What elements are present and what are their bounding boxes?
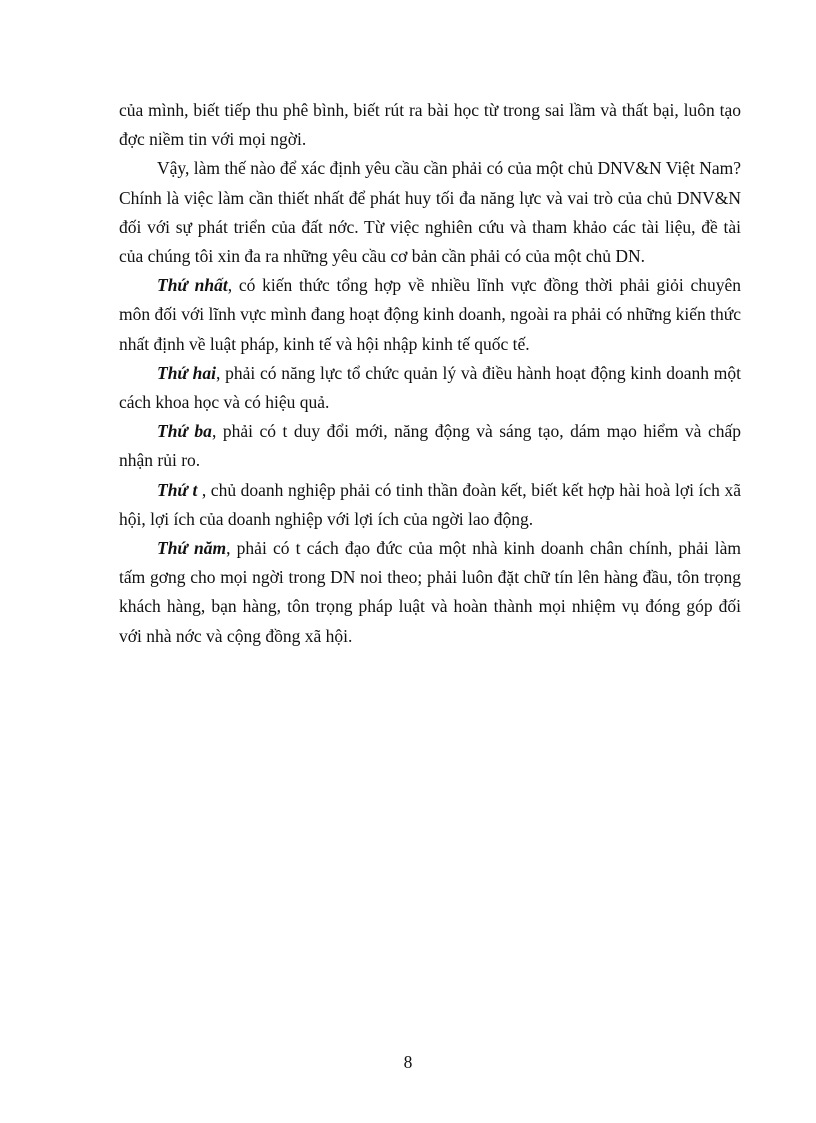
paragraph-lead: Thứ t [157, 479, 202, 500]
paragraph-text: , phải có t duy đổi mới, năng động và sáng tạo, dám mạo hiểm và chấp nhận rủi ro. [119, 421, 741, 471]
body-text [119, 96, 741, 651]
paragraph-lead: Thứ ba [157, 421, 212, 442]
paragraph-requirement-5 [119, 534, 741, 651]
paragraph-lead: Thứ nhất [157, 275, 228, 296]
paragraph-requirement-2 [119, 359, 741, 417]
paragraph-continuation [119, 96, 741, 154]
paragraph-lead: Thứ hai [157, 362, 216, 383]
paragraph-requirement-4 [119, 476, 741, 534]
page-number: 8 [403, 1052, 413, 1072]
paragraph-text: , chủ doanh nghiệp phải có tinh thần đoàn kết, biết kết hợp hài hoà lợi ích xã hội, lợi ích của doanh nghiệp với lợi ích của ngời lao động. [119, 479, 741, 529]
paragraph-requirement-3 [119, 417, 741, 475]
paragraph-requirement-1 [119, 271, 741, 359]
paragraph-lead: Thứ năm [157, 538, 227, 559]
paragraph-text: , có kiến thức tổng hợp về nhiều lĩnh vực đồng thời phải giỏi chuyên môn đối với lĩnh vực mình đang hoạt động kinh doanh, ngoài ra phải có những kiến thức nhất định về luật pháp, kinh tế và hội nhập kinh tế quốc tế. [119, 275, 741, 354]
paragraph-text: Vậy, làm thế nào để xác định yêu cầu cần phải có của một chủ DNV&N Việt Nam? Chính là việc làm cần thiết nhất để phát huy tối đa năng lực và vai trò của chủ DNV&N đối với sự phát triển của đất nớc. Từ việc nghiên cứu và tham khảo các tài liệu, đề tài của chúng tôi xin đa ra những yêu cầu cơ bản cần phải có của một chủ DN. [119, 158, 741, 267]
paragraph-intro-question [119, 154, 741, 271]
paragraph-text: của mình, biết tiếp thu phê bình, biết rút ra bài học từ trong sai lầm và thất bại, luôn tạo đợc niềm tin với mọi ngời. [119, 100, 741, 150]
paragraph-text: , phải có năng lực tổ chức quản lý và điều hành hoạt động kinh doanh một cách khoa học và có hiệu quả. [119, 362, 741, 413]
paragraph-text: , phải có t cách đạo đức của một nhà kinh doanh chân chính, phải làm tấm gơng cho mọi ngời trong DN noi theo; phải luôn đặt chữ tín lên hàng đầu, tôn trọng khách hàng, bạn hàng, tôn trọng pháp luật và hoàn thành mọi nhiệm vụ đóng góp đối với nhà nớc và cộng đồng xã hội. [119, 538, 741, 646]
